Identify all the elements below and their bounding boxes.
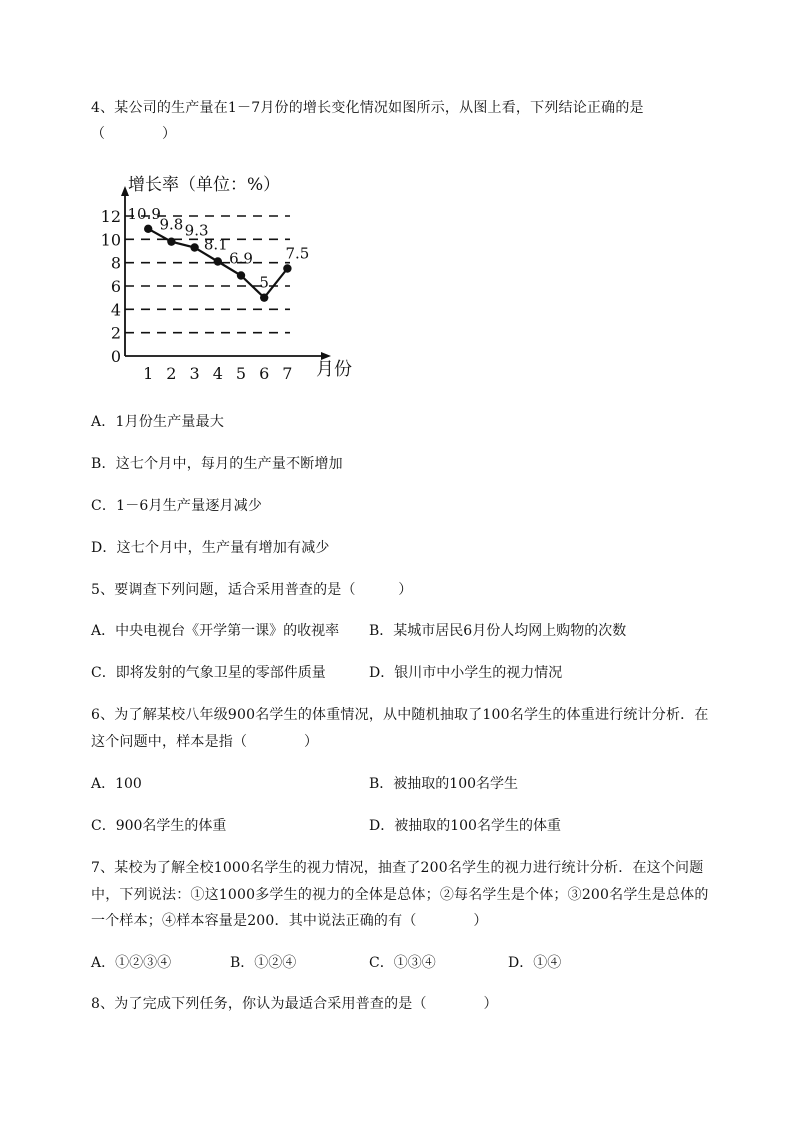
data-point-4: [214, 257, 222, 265]
q5-option-b: B．某城市居民6月份人均网上购物的次数: [369, 623, 627, 639]
x-tick-label-7: 7: [282, 364, 293, 383]
chart-data-labels: [127, 205, 309, 292]
q7-stem-line3: 一个样本；④样本容量是200．其中说法正确的有（ ）: [91, 913, 488, 929]
growth-rate-line-chart: [100, 170, 370, 385]
chart-x-tick-labels: [143, 364, 292, 383]
y-tick-label-8: 8: [110, 253, 121, 273]
data-label-6: 5: [259, 273, 269, 292]
q6-option-a: A．100: [91, 776, 142, 792]
x-tick-label-6: 6: [259, 364, 270, 383]
data-label-5: 6.9: [229, 249, 253, 268]
data-label-4: 8.1: [203, 235, 228, 254]
x-tick-label-5: 5: [235, 364, 247, 383]
q7-stem-line2: 中，下列说法：①这1000多学生的视力的全体是总体；②每名学生是个体；③200名学生是总体的: [91, 887, 709, 903]
q6-option-c: C．900名学生的体重: [91, 818, 227, 834]
y-tick-label-6: 6: [110, 277, 121, 296]
q4-option-c: C．1－6月生产量逐月减少: [91, 498, 263, 514]
q4-option-a: A．1月份生产量最大: [91, 414, 225, 430]
x-tick-label-3: 3: [189, 364, 200, 383]
q6-stem-line1: 6、为了解某校八年级900名学生的体重情况，从中随机抽取了100名学生的体重进行统计分析．在: [91, 707, 709, 723]
data-point-1: [144, 225, 152, 233]
q5-option-a: A．中央电视台《开学第一课》的收视率: [91, 623, 340, 639]
x-tick-label-4: 4: [212, 364, 223, 383]
x-tick-label-2: 2: [166, 364, 177, 383]
q7-option-a: A．①②③④: [91, 955, 172, 971]
data-label-7: 7.5: [285, 244, 310, 263]
q6-option-b: B．被抽取的100名学生: [369, 776, 519, 792]
data-point-6: [260, 293, 268, 301]
data-label-3: 9.3: [184, 221, 209, 240]
q4-option-b: B．这七个月中，每月的生产量不断增加: [91, 456, 343, 472]
data-point-3: [190, 243, 198, 251]
chart-x-axis-label: 月份: [316, 359, 352, 380]
q7-option-b: B．①②④: [230, 955, 297, 971]
q5-stem: 5、要调查下列问题，适合采用普查的是（ ）: [91, 582, 413, 598]
chart-title: 增长率（单位：%）: [128, 175, 281, 195]
chart-y-tick-labels: [101, 207, 121, 366]
y-tick-label-2: 2: [110, 323, 121, 343]
q7-option-d: D．①④: [508, 955, 562, 971]
x-tick-label-1: 1: [143, 364, 154, 383]
data-label-1: 10.9: [127, 204, 161, 223]
y-tick-label-12: 12: [100, 207, 121, 226]
q4-stem-line1: 4、某公司的生产量在1－7月份的增长变化情况如图所示，从图上看，下列结论正确的是: [91, 100, 644, 116]
q8-stem: 8、为了完成下列任务，你认为最适合采用普查的是（ ）: [91, 996, 498, 1012]
data-label-2: 9.8: [159, 215, 184, 234]
data-point-7: [283, 264, 291, 272]
data-point-5: [237, 271, 245, 279]
q6-option-d: D．被抽取的100名学生的体重: [369, 818, 561, 834]
q4-option-d: D．这七个月中，生产量有增加有减少: [91, 540, 330, 556]
q7-stem-line1: 7、某校为了解全校1000名学生的视力情况，抽查了200名学生的视力进行统计分析．在这个问题: [91, 860, 704, 876]
q5-option-d: D．银川市中小学生的视力情况: [369, 665, 563, 681]
data-point-2: [167, 237, 175, 245]
q6-stem-line2: 这个问题中，样本是指（ ）: [91, 734, 319, 750]
q4-answer-bracket: （ ）: [91, 126, 177, 142]
q5-option-c: C．即将发射的气象卫星的零部件质量: [91, 665, 326, 681]
y-tick-label-10: 10: [100, 230, 121, 250]
y-tick-label-0: 0: [110, 347, 121, 366]
y-tick-label-4: 4: [110, 300, 121, 320]
q7-option-c: C．①③④: [369, 955, 436, 971]
